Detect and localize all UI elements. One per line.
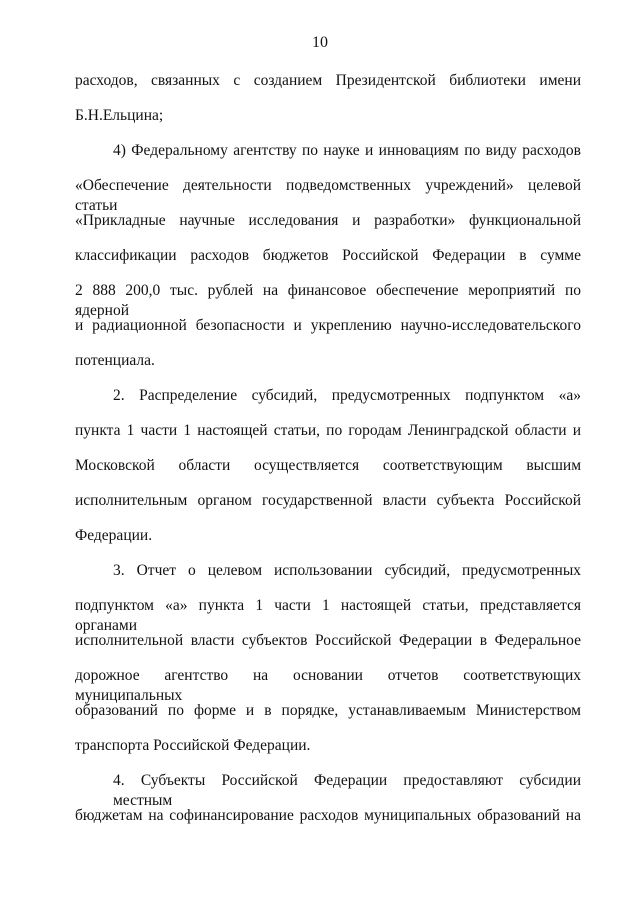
paragraph-line: 2 888 200,0 тыс. рублей на финансовое обеспечение мероприятий по ядерной (75, 282, 581, 319)
paragraph-line: подпунктом «а» пункта 1 части 1 настоящей статьи, представляется органами (75, 597, 581, 634)
paragraph-line: дорожное агентство на основании отчетов соответствующих муниципальных (75, 667, 581, 704)
paragraph-line: образований по форме и в порядке, устанавливаемым Министерством (75, 702, 581, 719)
paragraph-line: «Обеспечение деятельности подведомственных учреждений» целевой статьи (75, 177, 581, 214)
paragraph-line: пункта 1 части 1 настоящей статьи, по городам Ленинградской области и (75, 422, 581, 439)
paragraph-line: и радиационной безопасности и укреплению научно-исследовательского (75, 317, 581, 334)
paragraph-line: 3. Отчет о целевом использовании субсидий, предусмотренных (113, 562, 581, 579)
paragraph-line: потенциала. (75, 352, 155, 369)
paragraph-line: Б.Н.Ельцина; (75, 107, 164, 124)
paragraph-line: «Прикладные научные исследования и разработки» функциональной (75, 212, 581, 229)
page-number: 10 (312, 34, 328, 51)
paragraph-line: транспорта Российской Федерации. (75, 737, 311, 754)
paragraph-line: бюджетам на софинансирование расходов муниципальных образований на (75, 807, 581, 824)
paragraph-line: расходов, связанных с созданием Президентской библиотеки имени (75, 72, 581, 89)
paragraph-line: классификации расходов бюджетов Российской Федерации в сумме (75, 247, 581, 264)
paragraph-line: исполнительной власти субъектов Российской Федерации в Федеральное (75, 632, 581, 649)
paragraph-line: Московской области осуществляется соответствующим высшим (75, 457, 581, 474)
paragraph-line: 2. Распределение субсидий, предусмотренных подпунктом «а» (113, 387, 581, 404)
paragraph-line: 4) Федеральному агентству по науке и инновациям по виду расходов (113, 142, 581, 159)
paragraph-line: 4. Субъекты Российской Федерации предоставляют субсидии местным (113, 772, 581, 809)
paragraph-line: Федерации. (75, 527, 153, 544)
paragraph-line: исполнительным органом государственной власти субъекта Российской (75, 492, 581, 509)
